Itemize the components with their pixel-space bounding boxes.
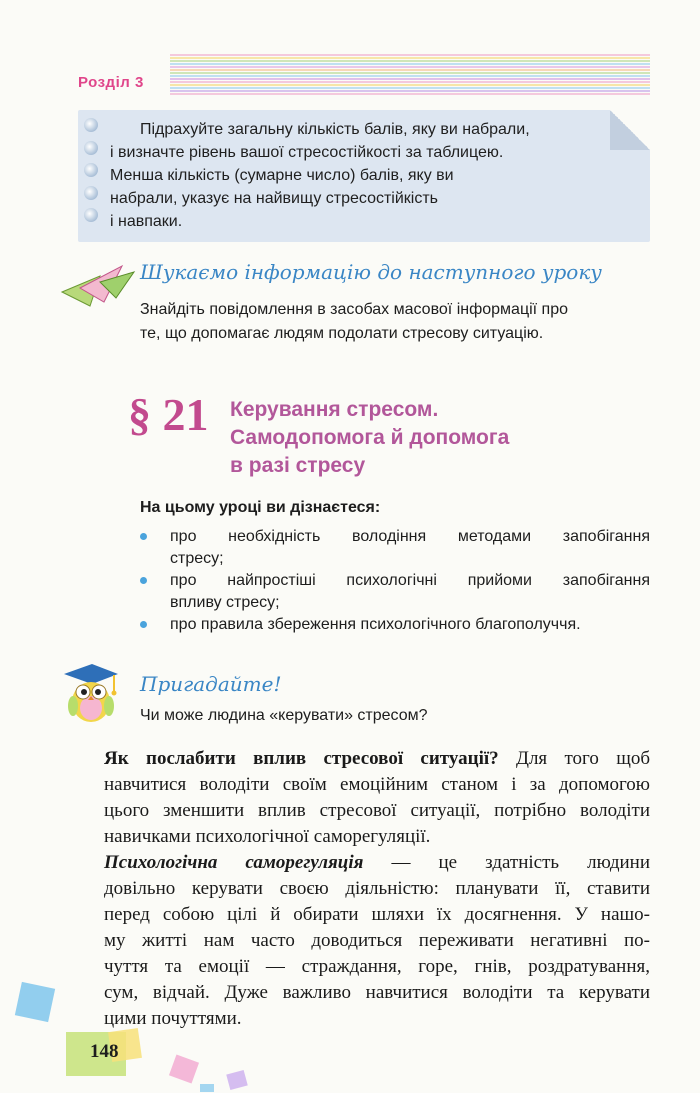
task-text xyxy=(110,118,630,233)
owl-icon xyxy=(58,660,122,724)
body-line: довільно керувати своєю діяльністю: планувати її, ставити xyxy=(104,878,650,899)
decor-square xyxy=(15,982,55,1022)
remember-heading: Пригадайте! xyxy=(140,672,282,696)
list-item: про правила збереження психологічного благополуччя. xyxy=(140,614,650,636)
bullet-icon xyxy=(84,141,98,155)
search-heading: Шукаємо інформацію до наступного уроку xyxy=(140,260,602,284)
body-line: цими почуттями. xyxy=(104,1008,242,1029)
body-line: му житті нам часто доводиться переживати негативні по- xyxy=(104,930,650,951)
bullet-icon xyxy=(84,118,98,132)
paragraph-title-line: Самодопомога й допомога xyxy=(230,426,510,449)
paragraph-number: § 21 xyxy=(128,389,209,440)
paper-airplane-icon xyxy=(60,262,136,312)
list-item: про найпростіші психологічні прийоми запобігання впливу стресу; xyxy=(140,570,650,614)
learn-list xyxy=(140,526,650,636)
header-stripes xyxy=(170,54,650,100)
task-line: Менша кількість (сумарне число) балів, яку ви xyxy=(110,167,454,184)
decor-square xyxy=(169,1055,199,1084)
section-label: Розділ 3 xyxy=(78,74,144,91)
body-line: сум, відчай. Дуже важливо навчитися володіти та керувати xyxy=(104,982,650,1003)
decor-square xyxy=(200,1084,214,1092)
list-item: про необхідність володіння методами запобігання стресу; xyxy=(140,526,650,570)
body-line: навчитися володіти своїм емоційним станом і за допомогою xyxy=(104,774,650,795)
task-line: набрали, указує на найвищу стресостійкість xyxy=(110,190,439,207)
paragraph-title-line: в разі стресу xyxy=(230,454,366,477)
paragraph-title-line: Керування стресом. xyxy=(230,398,439,421)
paragraph-title xyxy=(230,396,630,480)
bullet-icon xyxy=(140,621,147,628)
term-bold-italic: Психологічна саморегуляція xyxy=(104,852,364,873)
body-line: Як послабити вплив стресової ситуації? Для того щоб xyxy=(104,748,650,769)
body-line: навичками психологічної саморегуляції. xyxy=(104,826,431,847)
question-bold: Як послабити вплив стресової ситуації? xyxy=(104,748,499,769)
body-line: перед собою цілі й обирати шляхи їх досягнення. У нашо- xyxy=(104,904,650,925)
task-line: Підрахуйте загальну кількість балів, яку ви набрали, xyxy=(140,121,530,138)
task-line: і навпаки. xyxy=(110,213,183,230)
bullet-icon xyxy=(84,163,98,177)
learn-heading: На цьому уроці ви дізнаєтеся: xyxy=(140,499,381,516)
body-line: Психологічна саморегуляція — це здатність людини xyxy=(104,852,650,873)
body-line: цього зменшити вплив стресової ситуації, потрібно володіти xyxy=(104,800,650,821)
body-line: чуття та емоції — страждання, горе, гнів, роздратування, xyxy=(104,956,650,977)
search-line: те, що допомагає людям подолати стресову ситуацію. xyxy=(140,325,544,342)
body-text xyxy=(104,746,650,1032)
bullet-icon xyxy=(84,208,98,222)
bullet-icon xyxy=(84,186,98,200)
task-box-bullets xyxy=(84,118,98,231)
remember-question: Чи може людина «керувати» стресом? xyxy=(140,707,428,724)
decor-square xyxy=(226,1070,248,1090)
page-number: 148 xyxy=(90,1041,119,1062)
search-line: Знайдіть повідомлення в засобах масової інформації про xyxy=(140,301,569,318)
search-text xyxy=(140,298,650,346)
task-line: і визначте рівень вашої стресостійкості за таблицею. xyxy=(110,144,504,161)
bullet-icon xyxy=(140,577,147,584)
bullet-icon xyxy=(140,533,147,540)
